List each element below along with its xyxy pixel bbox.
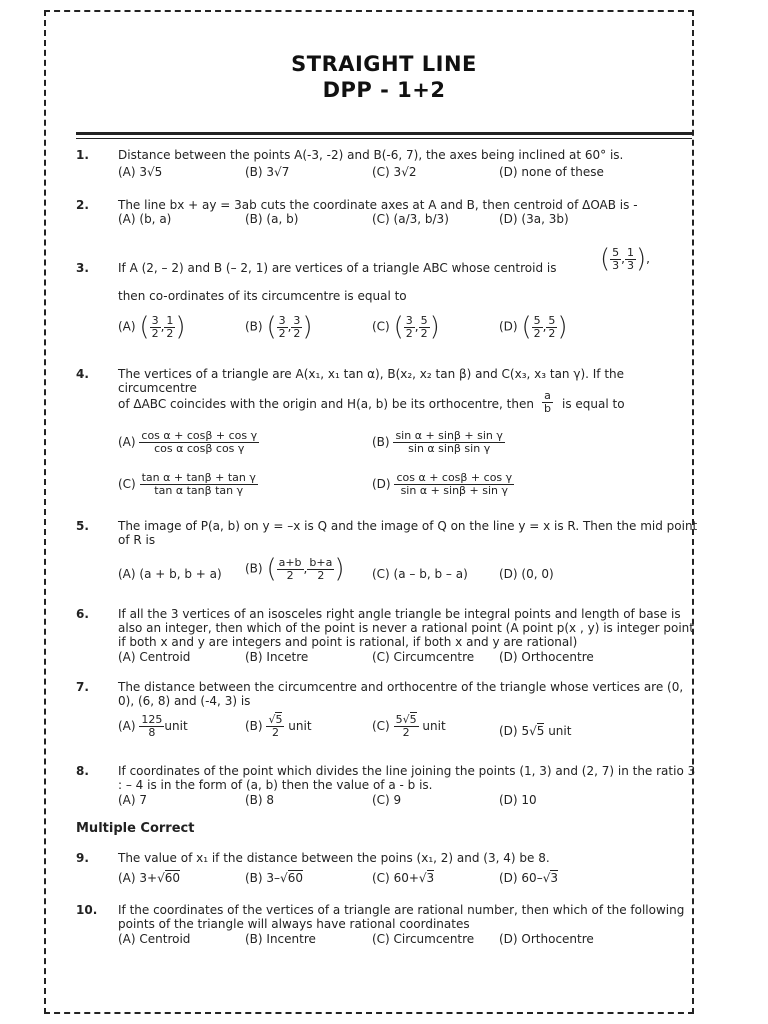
q3-text-2: then co-ordinates of its circumcentre is equal to — [118, 289, 407, 303]
q9-option-d: (D) 60–√3 — [499, 871, 558, 885]
q4-option-a — [118, 430, 259, 455]
q7-option-a: (A) $\frac{125}{8}$ unit — [118, 713, 188, 739]
q3-option-b: (B) ( $\frac{3}{2}$ , $\frac{3}{2}$ ) — [245, 312, 313, 342]
title-rule-thick — [76, 132, 692, 135]
section-heading: Multiple Correct — [76, 821, 195, 836]
q1-option-c: (C) 3√2 — [372, 165, 417, 179]
q7-option-a-unit: unit — [164, 719, 188, 733]
q3-centroid-value: ( $\frac{5}{3}$ , $\frac{1}{3}$ ), — [600, 244, 650, 274]
page-title: STRAIGHT LINE — [291, 52, 477, 76]
q4-option-c — [118, 472, 258, 497]
q6-number: 6. — [76, 607, 89, 621]
q4-ratio-fraction: $\frac{a}{b}$ — [544, 389, 551, 415]
q4-text-3: is equal to — [562, 397, 625, 411]
q3-number: 3. — [76, 261, 89, 275]
q7-option-c-label: (C) — [372, 719, 390, 733]
q7-option-d: (D) 5√5 unit — [499, 724, 572, 738]
q4-number: 4. — [76, 367, 89, 381]
q5-option-a: (A) (a + b, b + a) — [118, 567, 222, 581]
q10-number: 10. — [76, 903, 98, 917]
q10-option-d: (D) Orthocentre — [499, 932, 594, 946]
q4-option-b-den: sin α sinβ sin γ — [408, 442, 491, 455]
q4-text-2: of ΔABC coincides with the origin and H(a, b) be its orthocentre, then — [118, 397, 534, 411]
q1-text: Distance between the points A(-3, -2) and B(-6, 7), the axes being inclined at 60° is. — [118, 148, 624, 162]
q4-text: The vertices of a triangle are A(x₁, x₁ tan α), B(x₂, x₂ tan β) and C(x₃, x₃ tan γ). If the circumcentre — [118, 367, 625, 395]
q3-option-c-label: (C) — [372, 319, 390, 334]
q2-option-b: (B) (a, b) — [245, 212, 299, 226]
q7-option-b-unit: unit — [288, 719, 312, 733]
q1-option-a: (A) 3√5 — [118, 165, 163, 179]
q4-option-d-num: cos α + cosβ + cos γ — [396, 471, 513, 484]
q4-option-a-den: cos α cosβ cos γ — [154, 442, 245, 455]
q6-option-b: (B) Incetre — [245, 650, 309, 664]
q2-option-c: (C) (a/3, b/3) — [372, 212, 449, 226]
q7-text: The distance between the circumcentre and orthocentre of the triangle whose vertices are (0, 0), (6, 8) and (-4, 3) is — [118, 680, 684, 708]
q4-option-d-label: (D) — [372, 477, 391, 491]
q1-option-b: (B) 3√7 — [245, 165, 290, 179]
q3-option-c: (C) ( $\frac{3}{2}$ , $\frac{5}{2}$ ) — [372, 312, 440, 342]
q8-option-d: (D) 10 — [499, 793, 537, 807]
q8-number: 8. — [76, 764, 89, 778]
page-subtitle: DPP - 1+2 — [322, 78, 446, 102]
q9-text: The value of x₁ if the distance between the poins (x₁, 2) and (3, 4) be 8. — [118, 851, 550, 865]
q3-option-a: (A) ( $\frac{3}{2}$ , $\frac{1}{2}$ ) — [118, 312, 186, 342]
q7-option-d-unit: unit — [548, 724, 572, 738]
q4-option-a-label: (A) — [118, 435, 136, 449]
q7-option-b: (B) $\frac{√5}{2}$ unit — [245, 713, 312, 739]
q8-option-a: (A) 7 — [118, 793, 148, 807]
q9-option-c: (C) 60+√3 — [372, 871, 435, 885]
q2-option-d: (D) (3a, 3b) — [499, 212, 569, 226]
q4-option-c-num: tan α + tanβ + tan γ — [141, 471, 256, 484]
q9-option-d-label: (D) — [499, 871, 518, 885]
q10-text: If the coordinates of the vertices of a triangle are rational number, then which of the following points of the triangle will always have rational coordinates — [118, 903, 685, 931]
q6-option-c: (C) Circumcentre — [372, 650, 475, 664]
q2-option-a: (A) (b, a) — [118, 212, 172, 226]
q2-number: 2. — [76, 198, 89, 212]
q4-option-c-label: (C) — [118, 477, 136, 491]
q9-option-b: (B) 3–√60 — [245, 871, 303, 885]
q8-option-b: (B) 8 — [245, 793, 275, 807]
q3-option-d: (D) ( $\frac{5}{2}$ , $\frac{5}{2}$ ) — [499, 312, 568, 342]
q4-option-b-num: sin α + sinβ + sin γ — [395, 429, 503, 442]
q7-option-b-label: (B) — [245, 719, 263, 733]
q8-text: If coordinates of the point which divides the line joining the points (1, 3) and (2, 7) in the ratio 3 : – 4 is in the form of (a, b) then the value of a - b is. — [118, 764, 696, 792]
q10-option-c: (C) Circumcentre — [372, 932, 475, 946]
q6-option-d: (D) Orthocentre — [499, 650, 594, 664]
q2-text: The line bx + ay = 3ab cuts the coordinate axes at A and B, then centroid of ΔOAB is - — [118, 198, 638, 212]
q6-text: If all the 3 vertices of an isosceles right angle triangle be integral points and length of base is also an integer, then which of the point is never a rational point (A point p(x , y) is integer point if both x and y are integers and point is rational, if both x and y are rational) — [118, 607, 694, 649]
q5-option-c: (C) (a – b, b – a) — [372, 567, 468, 581]
q3-option-a-label: (A) — [118, 319, 136, 334]
q1-number: 1. — [76, 148, 89, 162]
q4-option-d — [372, 472, 514, 497]
q9-option-a: (A) 3+√60 — [118, 871, 181, 885]
q4-option-c-den: tan α tanβ tan γ — [154, 484, 244, 497]
q3-text: If A (2, – 2) and B (– 2, 1) are vertices of a triangle ABC whose centroid is — [118, 261, 557, 275]
q7-option-d-label: (D) — [499, 724, 518, 738]
q4-option-b — [372, 430, 505, 455]
q4-option-d-den: sin α + sinβ + sin γ — [400, 484, 509, 497]
q9-option-c-label: (C) — [372, 871, 390, 885]
title-rule-thin — [76, 138, 692, 139]
q7-option-c: (C) $\frac{5√5}{2}$ unit — [372, 713, 446, 739]
q7-number: 7. — [76, 680, 89, 694]
q6-option-a: (A) Centroid — [118, 650, 191, 664]
q7-option-c-unit: unit — [422, 719, 446, 733]
q5-text: The image of P(a, b) on y = –x is Q and the image of Q on the line y = x is R. Then the mid point of R is — [118, 519, 698, 547]
q9-number: 9. — [76, 851, 89, 865]
q4-option-b-label: (B) — [372, 435, 390, 449]
q3-option-d-label: (D) — [499, 319, 518, 334]
q4-option-a-num: cos α + cosβ + cos γ — [141, 429, 258, 442]
q8-option-c: (C) 9 — [372, 793, 402, 807]
q7-option-a-label: (A) — [118, 719, 136, 733]
q5-option-d: (D) (0, 0) — [499, 567, 554, 581]
q10-option-b: (B) Incentre — [245, 932, 316, 946]
q5-number: 5. — [76, 519, 89, 533]
q5-option-b: (B) ( $\frac{a+b}{2}$ , $\frac{b+a}{2}$ ) — [245, 554, 345, 584]
q5-option-b-label: (B) — [245, 561, 263, 576]
q9-option-a-label: (A) — [118, 871, 136, 885]
q9-option-b-label: (B) — [245, 871, 263, 885]
q10-option-a: (A) Centroid — [118, 932, 191, 946]
q3-option-b-label: (B) — [245, 319, 263, 334]
q1-option-d: (D) none of these — [499, 165, 604, 179]
